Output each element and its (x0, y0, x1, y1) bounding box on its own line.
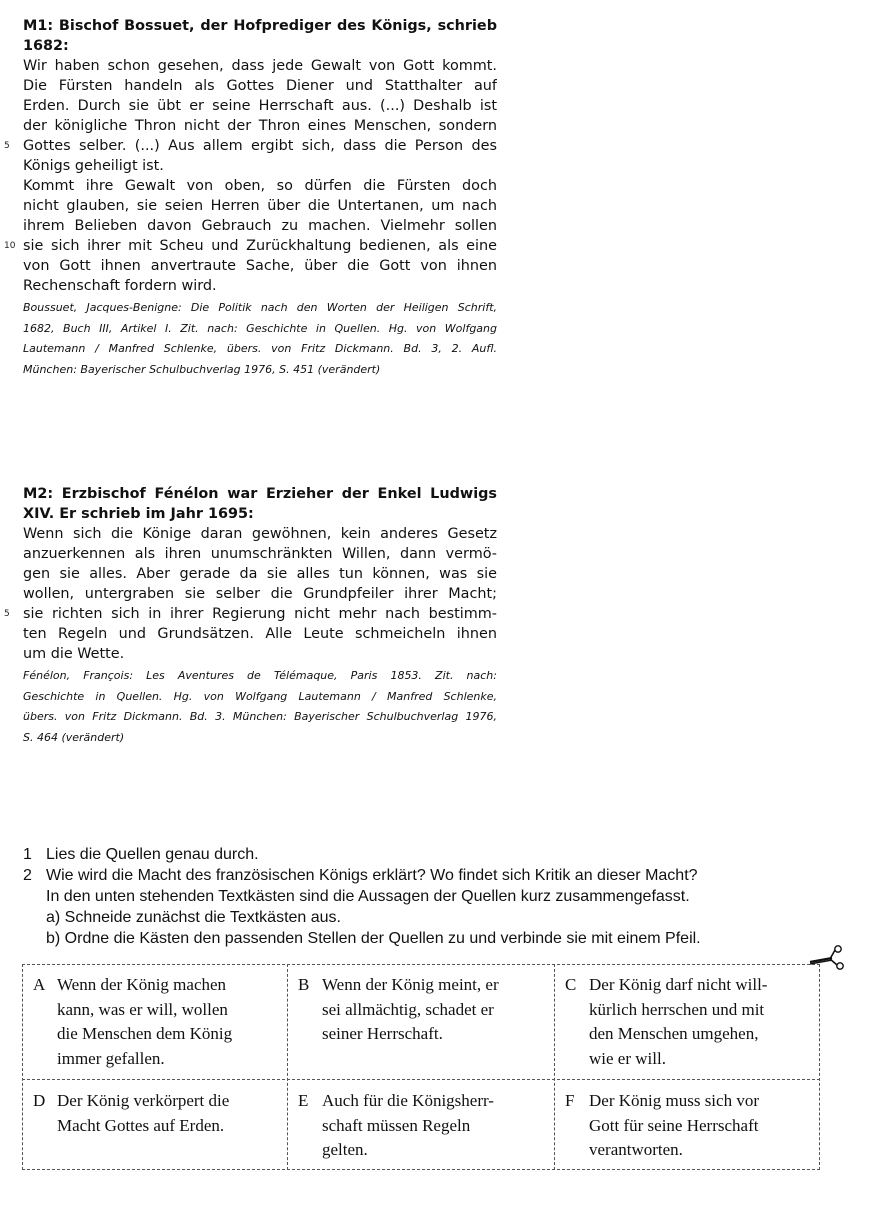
source-line: ihrem Belieben davon Gebrauch zu machen. Vielmehr sollen (23, 218, 497, 234)
citation-line: übers. von Fritz Dickmann. Bd. 3. München: Bayerischer Schulbuchverlag 1976, (23, 710, 497, 723)
card-line: die Menschen dem König (57, 1024, 233, 1043)
card-a[interactable] (33, 973, 283, 1071)
citation-line: Lautemann / Manfred Schlenke, übers. von Fritz Dickmann. Bd. 3, 2. Aufl. (23, 342, 497, 355)
source-m1 (4, 16, 497, 380)
source-line-5 (4, 136, 497, 156)
source-line: Königs geheiligt ist. (23, 158, 164, 174)
card-line: wie er will. (589, 1048, 666, 1068)
source-m2-citation (23, 666, 497, 748)
task-1 (23, 844, 823, 865)
card-line: kürlich herrschen und mit (589, 999, 765, 1019)
cut-line (22, 1169, 820, 1170)
source-line: von Gott ihnen anvertraute Sache, über die Gott von ihnen (23, 258, 497, 274)
card-line: Der König muss sich vor (589, 1091, 759, 1110)
card-c[interactable] (565, 973, 817, 1071)
cutout-cards (22, 964, 820, 1171)
card-f[interactable] (565, 1089, 817, 1163)
cut-line (22, 964, 23, 1170)
card-line: Auch für die Königsherr- (322, 1091, 494, 1110)
task-text: In den unten stehenden Textkästen sind die Aussagen der Quellen kurz zusammengefasst. (46, 888, 690, 905)
card-e[interactable] (298, 1089, 550, 1163)
source-m1-title: M1: Bischof Bossuet, der Hofprediger des Königs, schrieb 1682: (23, 18, 497, 54)
citation-line: Boussuet, Jacques-Benigne: Die Politik nach den Worten der Heiligen Schrift, (23, 301, 497, 314)
task-2a: a) Schneide zunächst die Textkästen aus. (46, 909, 341, 926)
source-line: ten Regeln und Grundsätzen. Alle Leute schmeicheln ihnen (23, 626, 497, 642)
source-line: der königliche Thron nicht der Thron eines Menschen, sondern (23, 118, 497, 134)
task-list (23, 844, 823, 949)
task-2 (23, 865, 823, 886)
source-line: Die Fürsten handeln als Gottes Diener und Statthalter auf (23, 78, 497, 94)
card-letter: B (298, 975, 310, 994)
line-number: 5 (4, 609, 10, 619)
citation-line: Geschichte in Quellen. Hg. von Wolfgang Lautemann / Manfred Schlenke, (23, 689, 497, 703)
source-line: Wir haben schon gesehen, dass jede Gewalt von Gott kommt. (23, 58, 497, 74)
card-line: Der König darf nicht will- (589, 975, 768, 994)
source-line: um die Wette. (23, 646, 125, 662)
line-number: 5 (4, 141, 10, 151)
card-line: schaft müssen Regeln (322, 1115, 471, 1135)
card-line: seiner Herrschaft. (322, 1024, 443, 1043)
card-line: Macht Gottes auf Erden. (57, 1115, 225, 1135)
source-m2 (4, 484, 497, 748)
card-letter: D (33, 1091, 46, 1110)
card-line: Gott für seine Herrschaft (589, 1115, 759, 1135)
source-line: gen sie alles. Aber gerade da sie alles tun können, was sie (23, 566, 497, 582)
citation-line: S. 464 (verändert) (23, 730, 125, 744)
source-line: anzuerkennen als ihren unumschränkten Willen, dann vermö- (23, 546, 497, 562)
cut-line (819, 964, 820, 1170)
task-2b: b) Ordne die Kästen den passenden Stellen der Quellen zu und verbinde sie mit einem Pfeil. (46, 930, 701, 947)
task-text: Lies die Quellen genau durch. (46, 846, 259, 863)
card-b[interactable] (298, 973, 550, 1047)
card-line: kann, was er will, wollen (57, 999, 228, 1019)
source-line-text: Gottes selber. (...) Aus allem ergibt sich, dass die Person des (23, 138, 497, 154)
card-letter: C (565, 975, 577, 994)
source-line: Wenn sich die Könige daran gewöhnen, kein anderes Gesetz (23, 526, 497, 542)
cut-line (22, 1079, 820, 1080)
citation-line: Fénélon, François: Les Aventures de Télémaque, Paris 1853. Zit. nach: (23, 669, 497, 682)
cut-line (22, 964, 820, 965)
task-number: 2 (23, 867, 32, 884)
card-letter: E (298, 1091, 309, 1110)
task-number: 1 (23, 846, 32, 863)
card-line: den Menschen umgehen, (589, 1024, 759, 1043)
cut-line (287, 964, 288, 1170)
card-letter: A (33, 975, 46, 994)
source-m1-citation (23, 298, 497, 380)
cut-line (554, 964, 555, 1170)
card-line: Wenn der König meint, er (322, 975, 499, 994)
card-d[interactable] (33, 1089, 283, 1138)
card-line: gelten. (322, 1140, 368, 1159)
line-number: 10 (4, 241, 16, 251)
citation-line: 1682, Buch III, Artikel I. Zit. nach: Geschichte in Quellen. Hg. von Wolfgang (23, 321, 497, 335)
source-line: nicht glauben, sie seien Herren über die Untertanen, um nach (23, 198, 497, 214)
source-line: Kommt ihre Gewalt von oben, so dürfen die Fürsten doch (23, 178, 497, 194)
card-line: Der König verkörpert die (57, 1091, 230, 1110)
source-line: wollen, untergraben sie selber die Grundpfeiler ihrer Macht; (23, 586, 497, 602)
card-line: Wenn der König machen (57, 975, 227, 994)
source-m2-title: M2: Erzbischof Fénélon war Erzieher der Enkel Ludwigs XIV. Er schrieb im Jahr 1695: (23, 486, 497, 522)
source-line-5 (4, 604, 497, 624)
source-line: Rechenschaft fordern wird. (23, 278, 217, 294)
card-line: sei allmächtig, schadet er (322, 999, 494, 1019)
source-line-text: sie sich ihrer mit Scheu und Zurückhaltung bedienen, als eine (23, 238, 497, 254)
card-letter: F (565, 1091, 575, 1110)
citation-line: München: Bayerischer Schulbuchverlag 1976, S. 451 (verändert) (23, 362, 381, 376)
card-line: immer gefallen. (57, 1048, 165, 1068)
task-text: Wie wird die Macht des französischen Königs erklärt? Wo findet sich Kritik an dieser Macht? (46, 867, 698, 884)
source-line-text: sie richten sich in ihrer Regierung nicht mehr nach bestimm- (23, 606, 497, 622)
source-line-10 (4, 236, 497, 256)
source-line: Erden. Durch sie übt er seine Herrschaft aus. (...) Deshalb ist (23, 98, 497, 114)
card-line: verantworten. (589, 1140, 683, 1159)
task-2-cont (23, 886, 823, 907)
